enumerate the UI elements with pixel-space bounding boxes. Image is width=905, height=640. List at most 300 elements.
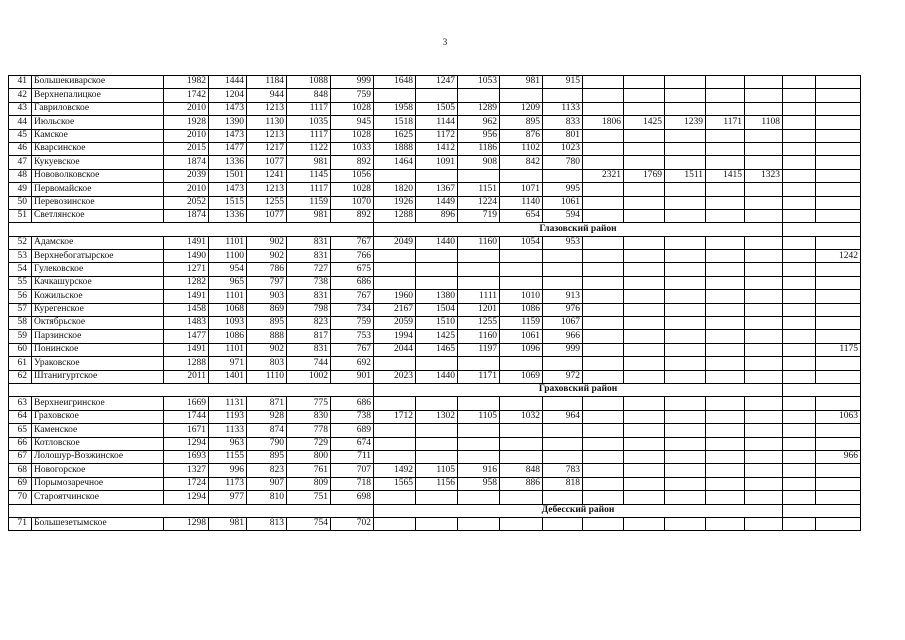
value-cell xyxy=(706,450,745,463)
value-cell: 1242 xyxy=(816,250,861,263)
value-cell xyxy=(665,410,706,423)
value-cell xyxy=(745,276,783,289)
value-cell xyxy=(583,464,624,477)
value-cell xyxy=(665,156,706,169)
value-cell xyxy=(624,89,665,102)
table-row xyxy=(9,276,861,289)
value-cell xyxy=(783,236,816,249)
value-cell xyxy=(543,424,583,437)
value-cell: 913 xyxy=(543,290,583,303)
value-cell xyxy=(416,89,458,102)
value-cell xyxy=(745,343,783,356)
value-cell: 1510 xyxy=(416,317,458,330)
value-cell xyxy=(783,129,816,142)
value-cell: 803 xyxy=(247,357,287,370)
value-cell xyxy=(416,491,458,504)
value-cell: 1712 xyxy=(374,410,416,423)
table-row xyxy=(9,450,861,463)
table-row xyxy=(9,491,861,504)
value-cell xyxy=(374,263,416,276)
value-cell xyxy=(706,142,745,155)
value-cell xyxy=(583,357,624,370)
value-cell xyxy=(374,357,416,370)
value-cell xyxy=(745,357,783,370)
value-cell: 759 xyxy=(331,89,374,102)
value-cell: 1294 xyxy=(164,437,209,450)
value-cell: 1131 xyxy=(209,397,247,410)
value-cell xyxy=(783,343,816,356)
value-cell xyxy=(583,437,624,450)
value-cell xyxy=(500,450,543,463)
value-cell: 754 xyxy=(287,517,331,530)
value-cell xyxy=(816,317,861,330)
value-cell xyxy=(624,129,665,142)
table-row xyxy=(9,76,861,89)
value-cell: 698 xyxy=(331,491,374,504)
value-cell: 1425 xyxy=(416,330,458,343)
value-cell xyxy=(745,317,783,330)
value-cell xyxy=(665,357,706,370)
row-number: 54 xyxy=(9,263,32,276)
value-cell: 1982 xyxy=(164,76,209,89)
table-row xyxy=(9,263,861,276)
table-row xyxy=(9,290,861,303)
value-cell: 1994 xyxy=(374,330,416,343)
value-cell: 1023 xyxy=(543,142,583,155)
value-cell: 1159 xyxy=(500,317,543,330)
value-cell: 1171 xyxy=(706,116,745,129)
row-number: 52 xyxy=(9,236,32,249)
value-cell: 1213 xyxy=(247,102,287,115)
value-cell xyxy=(745,76,783,89)
row-number: 63 xyxy=(9,397,32,410)
value-cell: 729 xyxy=(287,437,331,450)
value-cell: 2039 xyxy=(164,169,209,182)
value-cell: 1145 xyxy=(287,169,331,182)
value-cell xyxy=(665,424,706,437)
value-cell: 818 xyxy=(543,477,583,490)
value-cell: 1213 xyxy=(247,129,287,142)
value-cell: 981 xyxy=(287,209,331,222)
value-cell: 996 xyxy=(209,464,247,477)
value-cell: 1255 xyxy=(247,196,287,209)
value-cell: 1473 xyxy=(209,129,247,142)
value-cell: 871 xyxy=(247,397,287,410)
row-number: 67 xyxy=(9,450,32,463)
row-number: 58 xyxy=(9,317,32,330)
section-blank-cell xyxy=(783,223,861,236)
value-cell: 1491 xyxy=(164,343,209,356)
value-cell: 1035 xyxy=(287,116,331,129)
value-cell: 1625 xyxy=(374,129,416,142)
value-cell xyxy=(706,437,745,450)
value-cell xyxy=(745,263,783,276)
value-cell xyxy=(706,330,745,343)
value-cell: 1401 xyxy=(209,370,247,383)
value-cell: 1390 xyxy=(209,116,247,129)
value-cell xyxy=(458,276,500,289)
value-cell xyxy=(665,263,706,276)
value-cell xyxy=(624,330,665,343)
value-cell xyxy=(543,450,583,463)
table-row xyxy=(9,397,861,410)
value-cell: 1888 xyxy=(374,142,416,155)
value-cell xyxy=(583,183,624,196)
settlement-name: Адамское xyxy=(32,236,164,249)
value-cell xyxy=(745,464,783,477)
value-cell: 1069 xyxy=(500,370,543,383)
value-cell xyxy=(783,397,816,410)
value-cell xyxy=(583,410,624,423)
value-cell: 1415 xyxy=(706,169,745,182)
value-cell: 1160 xyxy=(458,236,500,249)
value-cell: 1002 xyxy=(287,370,331,383)
value-cell xyxy=(624,263,665,276)
value-cell xyxy=(816,183,861,196)
value-cell xyxy=(783,450,816,463)
value-cell xyxy=(783,156,816,169)
value-cell: 1061 xyxy=(500,330,543,343)
value-cell: 831 xyxy=(287,290,331,303)
settlement-name: Парзинское xyxy=(32,330,164,343)
value-cell: 2321 xyxy=(583,169,624,182)
value-cell xyxy=(374,169,416,182)
value-cell: 2010 xyxy=(164,183,209,196)
value-cell xyxy=(706,397,745,410)
value-cell xyxy=(665,236,706,249)
value-cell: 895 xyxy=(500,116,543,129)
value-cell: 1193 xyxy=(209,410,247,423)
value-cell: 689 xyxy=(331,424,374,437)
value-cell xyxy=(783,142,816,155)
value-cell xyxy=(706,276,745,289)
value-cell xyxy=(583,209,624,222)
value-cell: 999 xyxy=(543,343,583,356)
value-cell xyxy=(624,276,665,289)
value-cell xyxy=(458,263,500,276)
value-cell: 1440 xyxy=(416,370,458,383)
value-cell xyxy=(665,250,706,263)
value-cell xyxy=(543,491,583,504)
value-cell: 759 xyxy=(331,317,374,330)
value-cell xyxy=(624,424,665,437)
value-cell: 953 xyxy=(543,236,583,249)
value-cell: 1327 xyxy=(164,464,209,477)
value-cell: 1033 xyxy=(331,142,374,155)
value-cell xyxy=(374,450,416,463)
value-cell xyxy=(706,477,745,490)
value-cell: 896 xyxy=(416,209,458,222)
value-cell xyxy=(665,142,706,155)
value-cell xyxy=(624,317,665,330)
value-cell: 1160 xyxy=(458,330,500,343)
value-cell xyxy=(583,317,624,330)
row-number: 60 xyxy=(9,343,32,356)
value-cell xyxy=(665,343,706,356)
settlement-name: Курегенское xyxy=(32,303,164,316)
value-cell: 1255 xyxy=(458,317,500,330)
table-row xyxy=(9,196,861,209)
value-cell xyxy=(624,357,665,370)
value-cell: 1458 xyxy=(164,303,209,316)
value-cell xyxy=(706,156,745,169)
row-number: 53 xyxy=(9,250,32,263)
value-cell xyxy=(706,76,745,89)
section-blank-cell xyxy=(783,383,861,396)
value-cell xyxy=(583,343,624,356)
value-cell xyxy=(816,236,861,249)
settlement-name: Понинское xyxy=(32,343,164,356)
value-cell: 1288 xyxy=(164,357,209,370)
section-blank-cell xyxy=(9,223,374,236)
value-cell: 1201 xyxy=(458,303,500,316)
settlement-name: Староятчинское xyxy=(32,491,164,504)
table-row xyxy=(9,343,861,356)
value-cell xyxy=(458,437,500,450)
value-cell xyxy=(816,397,861,410)
value-cell: 1874 xyxy=(164,209,209,222)
value-cell xyxy=(416,169,458,182)
value-cell: 1144 xyxy=(416,116,458,129)
value-cell xyxy=(745,209,783,222)
value-cell xyxy=(783,517,816,530)
value-cell: 1156 xyxy=(416,477,458,490)
value-cell xyxy=(783,491,816,504)
value-cell: 823 xyxy=(287,317,331,330)
row-number: 64 xyxy=(9,410,32,423)
page-number: 3 xyxy=(442,37,448,47)
value-cell: 1172 xyxy=(416,129,458,142)
value-cell: 809 xyxy=(287,477,331,490)
value-cell: 2167 xyxy=(374,303,416,316)
value-cell: 2023 xyxy=(374,370,416,383)
value-cell: 981 xyxy=(209,517,247,530)
value-cell: 876 xyxy=(500,129,543,142)
value-cell: 711 xyxy=(331,450,374,463)
value-cell: 1288 xyxy=(374,209,416,222)
value-cell: 1077 xyxy=(247,156,287,169)
value-cell: 1186 xyxy=(458,142,500,155)
value-cell: 1101 xyxy=(209,236,247,249)
value-cell xyxy=(543,276,583,289)
value-cell: 831 xyxy=(287,250,331,263)
value-cell: 1122 xyxy=(287,142,331,155)
value-cell xyxy=(624,477,665,490)
value-cell xyxy=(783,437,816,450)
value-cell: 995 xyxy=(543,183,583,196)
row-number: 71 xyxy=(9,517,32,530)
table-row xyxy=(9,303,861,316)
value-cell xyxy=(624,183,665,196)
value-cell: 1693 xyxy=(164,450,209,463)
value-cell xyxy=(816,129,861,142)
value-cell: 1282 xyxy=(164,276,209,289)
value-cell xyxy=(745,236,783,249)
section-header-row xyxy=(9,383,861,396)
value-cell xyxy=(745,424,783,437)
value-cell xyxy=(745,491,783,504)
value-cell: 977 xyxy=(209,491,247,504)
value-cell xyxy=(416,263,458,276)
value-cell: 1130 xyxy=(247,116,287,129)
row-number: 56 xyxy=(9,290,32,303)
value-cell: 1289 xyxy=(458,102,500,115)
value-cell: 1444 xyxy=(209,76,247,89)
value-cell xyxy=(500,263,543,276)
value-cell xyxy=(543,357,583,370)
table-row xyxy=(9,183,861,196)
row-number: 41 xyxy=(9,76,32,89)
value-cell xyxy=(458,517,500,530)
value-cell xyxy=(706,209,745,222)
data-table xyxy=(8,75,861,531)
value-cell: 1184 xyxy=(247,76,287,89)
value-cell xyxy=(816,263,861,276)
value-cell xyxy=(745,450,783,463)
value-cell: 718 xyxy=(331,477,374,490)
value-cell: 1491 xyxy=(164,236,209,249)
value-cell: 702 xyxy=(331,517,374,530)
value-cell xyxy=(706,370,745,383)
value-cell: 1102 xyxy=(500,142,543,155)
value-cell: 1133 xyxy=(543,102,583,115)
value-cell xyxy=(706,410,745,423)
value-cell: 1491 xyxy=(164,290,209,303)
value-cell xyxy=(706,464,745,477)
value-cell: 1669 xyxy=(164,397,209,410)
value-cell: 2011 xyxy=(164,370,209,383)
settlement-name: Верхнепалицкое xyxy=(32,89,164,102)
value-cell: 1105 xyxy=(458,410,500,423)
value-cell: 1054 xyxy=(500,236,543,249)
value-cell xyxy=(583,89,624,102)
value-cell: 1224 xyxy=(458,196,500,209)
value-cell xyxy=(706,357,745,370)
value-cell xyxy=(500,89,543,102)
value-cell xyxy=(583,370,624,383)
row-number: 55 xyxy=(9,276,32,289)
value-cell: 786 xyxy=(247,263,287,276)
value-cell xyxy=(624,370,665,383)
value-cell xyxy=(458,169,500,182)
table-row xyxy=(9,250,861,263)
value-cell: 1071 xyxy=(500,183,543,196)
value-cell: 966 xyxy=(543,330,583,343)
value-cell xyxy=(543,263,583,276)
value-cell xyxy=(665,437,706,450)
value-cell: 965 xyxy=(209,276,247,289)
value-cell: 1100 xyxy=(209,250,247,263)
value-cell xyxy=(783,102,816,115)
value-cell: 945 xyxy=(331,116,374,129)
value-cell xyxy=(745,437,783,450)
row-number: 51 xyxy=(9,209,32,222)
value-cell: 1806 xyxy=(583,116,624,129)
value-cell xyxy=(458,450,500,463)
value-cell xyxy=(543,250,583,263)
value-cell xyxy=(665,209,706,222)
value-cell: 1239 xyxy=(665,116,706,129)
value-cell: 2010 xyxy=(164,102,209,115)
value-cell xyxy=(706,102,745,115)
value-cell: 1473 xyxy=(209,183,247,196)
value-cell xyxy=(500,517,543,530)
value-cell xyxy=(816,437,861,450)
value-cell xyxy=(783,196,816,209)
value-cell: 1010 xyxy=(500,290,543,303)
value-cell xyxy=(665,76,706,89)
value-cell: 831 xyxy=(287,236,331,249)
value-cell xyxy=(745,370,783,383)
value-cell: 1101 xyxy=(209,343,247,356)
value-cell: 1380 xyxy=(416,290,458,303)
value-cell xyxy=(783,424,816,437)
table-row xyxy=(9,464,861,477)
value-cell: 1425 xyxy=(624,116,665,129)
value-cell xyxy=(816,156,861,169)
value-cell xyxy=(745,196,783,209)
value-cell: 1465 xyxy=(416,343,458,356)
value-cell xyxy=(374,397,416,410)
value-cell xyxy=(783,76,816,89)
value-cell xyxy=(543,437,583,450)
value-cell xyxy=(624,76,665,89)
value-cell xyxy=(665,276,706,289)
value-cell xyxy=(543,89,583,102)
value-cell xyxy=(745,330,783,343)
value-cell xyxy=(500,169,543,182)
value-cell: 783 xyxy=(543,464,583,477)
value-cell xyxy=(816,209,861,222)
value-cell xyxy=(583,76,624,89)
section-title: Глазовский район xyxy=(374,223,783,236)
value-cell: 813 xyxy=(247,517,287,530)
value-cell: 1204 xyxy=(209,89,247,102)
value-cell xyxy=(583,276,624,289)
value-cell xyxy=(816,102,861,115)
value-cell: 895 xyxy=(247,450,287,463)
value-cell xyxy=(783,303,816,316)
value-cell xyxy=(624,397,665,410)
value-cell: 707 xyxy=(331,464,374,477)
settlement-name: Нововолковское xyxy=(32,169,164,182)
value-cell: 761 xyxy=(287,464,331,477)
value-cell xyxy=(706,250,745,263)
value-cell xyxy=(706,317,745,330)
value-cell: 903 xyxy=(247,290,287,303)
value-cell xyxy=(665,330,706,343)
value-cell: 958 xyxy=(458,477,500,490)
value-cell: 1515 xyxy=(209,196,247,209)
value-cell xyxy=(416,517,458,530)
value-cell xyxy=(783,183,816,196)
value-cell: 1155 xyxy=(209,450,247,463)
value-cell xyxy=(500,397,543,410)
value-cell: 817 xyxy=(287,330,331,343)
section-header-row xyxy=(9,504,861,517)
value-cell: 766 xyxy=(331,250,374,263)
value-cell: 775 xyxy=(287,397,331,410)
value-cell xyxy=(458,491,500,504)
value-cell xyxy=(543,397,583,410)
value-cell: 1298 xyxy=(164,517,209,530)
row-number: 49 xyxy=(9,183,32,196)
section-title: Граховский район xyxy=(374,383,783,396)
value-cell xyxy=(583,196,624,209)
settlement-name: Июльское xyxy=(32,116,164,129)
value-cell xyxy=(665,102,706,115)
value-cell xyxy=(816,464,861,477)
